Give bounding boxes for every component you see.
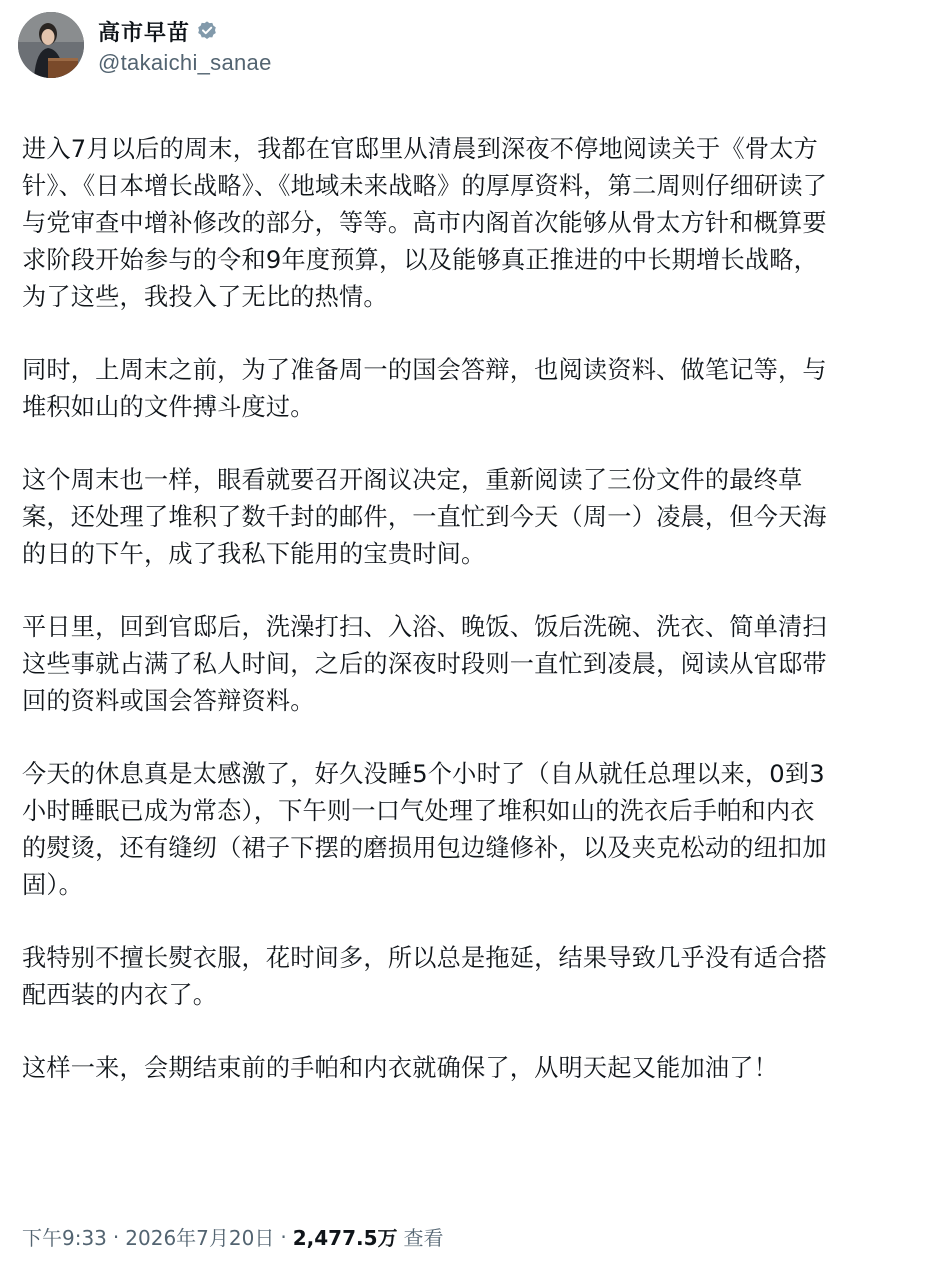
post-meta <box>22 1222 444 1251</box>
verified-badge-icon[interactable] <box>196 20 218 42</box>
post-line: 回的资料或国会答辩资料。 <box>22 687 315 715</box>
post-line: 配西装的内衣了。 <box>22 981 218 1009</box>
post-line: 固）。 <box>22 871 84 899</box>
post-time[interactable]: 下午9:33 <box>22 1226 107 1250</box>
post-line: 求阶段开始参与的令和9年度预算，以及能够真正推进的中长期增长战略， <box>22 246 818 274</box>
post-line: 堆积如山的文件搏斗度过。 <box>22 393 315 421</box>
post-paragraph <box>22 352 928 426</box>
post-paragraph <box>22 462 928 573</box>
post-line: 这些事就占满了私人时间，之后的深夜时段则一直忙到凌晨，阅读从官邸带 <box>22 650 827 678</box>
views-label[interactable]: 查看 <box>403 1226 444 1250</box>
post-line: 同时，上周末之前，为了准备周一的国会答辩，也阅读资料、做笔记等，与 <box>22 356 827 384</box>
post-line: 我特别不擅长熨衣服，花时间多，所以总是拖延，结果导致几乎没有适合搭 <box>22 944 827 972</box>
post-line: 平日里，回到官邸后，洗澡打扫、入浴、晚饭、饭后洗碗、洗衣、简单清扫 <box>22 613 827 641</box>
post-date[interactable]: 2026年7月20日 <box>125 1226 275 1250</box>
post-line: 针》、《日本增长战略》、《地域未来战略》的厚厚资料，第二周则仔细研读了 <box>22 172 828 200</box>
meta-separator: · <box>280 1224 287 1249</box>
meta-separator: · <box>112 1224 120 1249</box>
post-line: 今天的休息真是太感激了，好久没睡5个小时了（自从就任总理以来，0到3 <box>22 760 825 788</box>
post-line: 案，还处理了堆积了数千封的邮件，一直忙到今天（周一）凌晨，但今天海 <box>22 503 827 531</box>
post-paragraph <box>22 131 928 316</box>
post-paragraph <box>22 1050 928 1087</box>
post-line: 这样一来，会期结束前的手帕和内衣就确保了，从明天起又能加油了！ <box>22 1054 779 1082</box>
post-header <box>18 12 272 78</box>
avatar-image <box>18 12 84 78</box>
post-line: 与党审查中增补修改的部分，等等。高市内阁首次能够从骨太方针和概算要 <box>22 209 827 237</box>
post-paragraph <box>22 609 928 720</box>
post-line: 这个周末也一样，眼看就要召开阁议决定，重新阅读了三份文件的最终草 <box>22 466 803 494</box>
post-line: 的日的下午，成了我私下能用的宝贵时间。 <box>22 540 486 568</box>
post-line: 小时睡眠已成为常态），下午则一口气处理了堆积如山的洗衣后手帕和内衣 <box>22 797 815 825</box>
post-line: 为了这些，我投入了无比的热情。 <box>22 283 388 311</box>
avatar[interactable] <box>18 12 84 78</box>
post-paragraph <box>22 940 928 1014</box>
post-paragraph <box>22 756 928 904</box>
post-text <box>22 131 928 1123</box>
views-count[interactable]: 2,477.5万 <box>292 1226 398 1250</box>
display-name[interactable]: 高市早苗 <box>98 20 191 46</box>
handle[interactable]: @takaichi_sanae <box>98 50 272 75</box>
post-line: 进入7月以后的周末，我都在官邸里从清晨到深夜不停地阅读关于《骨太方 <box>22 135 818 163</box>
post-line: 的熨烫，还有缝纫（裙子下摆的磨损用包边缝修补，以及夹克松动的纽扣加 <box>22 834 827 862</box>
